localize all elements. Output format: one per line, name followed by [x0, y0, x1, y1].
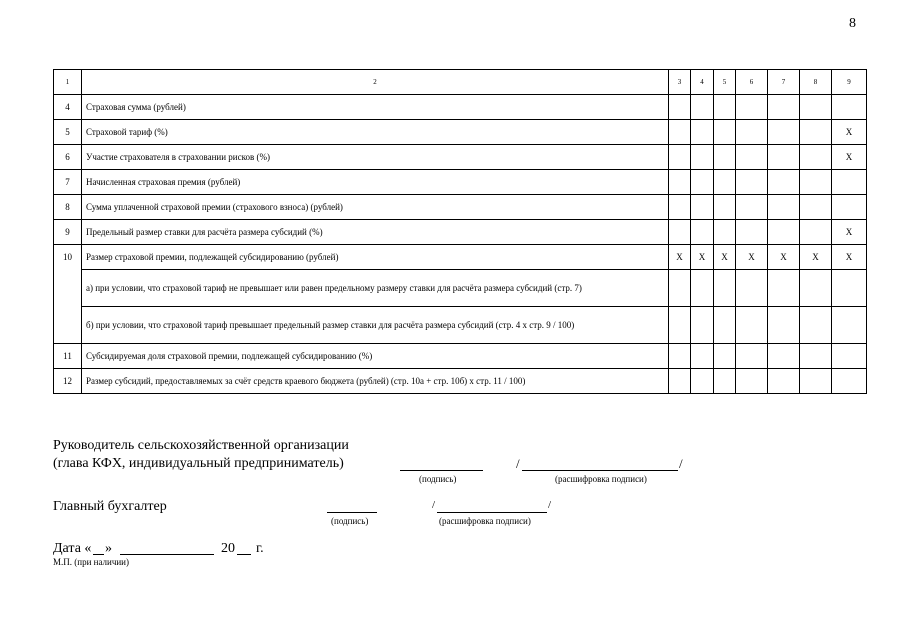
header-cell: 3 [669, 70, 691, 95]
row-number: 8 [54, 195, 82, 220]
value-cell [736, 369, 768, 394]
value-cell [768, 307, 800, 344]
value-cell [669, 95, 691, 120]
header-cell: 5 [714, 70, 736, 95]
value-cell: X [736, 245, 768, 270]
head-signature-line [400, 470, 483, 471]
value-cell [714, 344, 736, 369]
value-cell [669, 344, 691, 369]
value-cell [691, 145, 714, 170]
value-cell: X [768, 245, 800, 270]
accountant-sign-caption: (подпись) [331, 516, 369, 526]
accountant-decode-caption: (расшифровка подписи) [439, 516, 531, 526]
table-row [54, 195, 867, 220]
value-cell [669, 145, 691, 170]
value-cell [768, 95, 800, 120]
value-cell [736, 170, 768, 195]
row-label: Размер субсидий, предоставляемых за счёт средств краевого бюджета (рублей) (стр. 10а + стр. 10б) х стр. 11 / 100) [82, 369, 669, 394]
value-cell [768, 120, 800, 145]
table-row [54, 344, 867, 369]
header-cell: 9 [832, 70, 867, 95]
value-cell [691, 195, 714, 220]
value-cell [736, 120, 768, 145]
value-cell [691, 220, 714, 245]
value-cell [669, 307, 691, 344]
value-cell [714, 270, 736, 307]
value-cell [669, 170, 691, 195]
value-cell [714, 145, 736, 170]
row-label: б) при условии, что страховой тариф превышает предельный размер ставки для расчёта размера субсидий (стр. 4 х стр. 9 / 100) [82, 307, 669, 344]
value-cell [691, 270, 714, 307]
header-cell: 1 [54, 70, 82, 95]
table-row [54, 120, 867, 145]
accountant-slash-left: / [432, 499, 436, 511]
header-cell: 2 [82, 70, 669, 95]
value-cell [714, 220, 736, 245]
row-label: Начисленная страховая премия (рублей) [82, 170, 669, 195]
value-cell [736, 307, 768, 344]
value-cell: X [714, 245, 736, 270]
value-cell [714, 120, 736, 145]
table-row [54, 170, 867, 195]
value-cell [768, 270, 800, 307]
value-cell [669, 270, 691, 307]
head-title-line1: Руководитель сельскохозяйственной организации [53, 438, 349, 453]
head-slash-left: / [516, 456, 520, 471]
value-cell [768, 145, 800, 170]
value-cell [736, 270, 768, 307]
header-cell: 4 [691, 70, 714, 95]
value-cell [800, 195, 832, 220]
row-number: 5 [54, 120, 82, 145]
accountant-signature-line [327, 512, 377, 513]
value-cell [800, 95, 832, 120]
value-cell [691, 344, 714, 369]
row-label: Страховая сумма (рублей) [82, 95, 669, 120]
value-cell [669, 369, 691, 394]
value-cell [800, 369, 832, 394]
value-cell [714, 369, 736, 394]
value-cell [800, 170, 832, 195]
accountant-title: Главный бухгалтер [53, 499, 167, 514]
value-cell [768, 369, 800, 394]
row-label: Предельный размер ставки для расчёта размера субсидий (%) [82, 220, 669, 245]
value-cell [691, 95, 714, 120]
value-cell [736, 95, 768, 120]
value-cell [714, 307, 736, 344]
value-cell [832, 369, 867, 394]
value-cell [768, 220, 800, 245]
table-row [54, 245, 867, 270]
value-cell [800, 145, 832, 170]
head-title-line2: (глава КФХ, индивидуальный предприниматель) [53, 456, 344, 471]
value-cell: X [832, 220, 867, 245]
date-close: » [105, 541, 112, 556]
head-slash-right: / [679, 456, 683, 471]
row-label: Страховой тариф (%) [82, 120, 669, 145]
value-cell [768, 195, 800, 220]
row-number: 6 [54, 145, 82, 170]
date-year: 20 [221, 541, 235, 556]
value-cell [691, 170, 714, 195]
date-month-line [120, 554, 214, 555]
row-label: Сумма уплаченной страховой премии (страхового взноса) (рублей) [82, 195, 669, 220]
date-suffix: г. [256, 541, 264, 556]
head-decode-line [522, 470, 678, 471]
value-cell [800, 120, 832, 145]
value-cell [736, 220, 768, 245]
value-cell [832, 307, 867, 344]
row-number: 4 [54, 95, 82, 120]
table-row [54, 220, 867, 245]
date-year-line [237, 554, 251, 555]
header-cell: 7 [768, 70, 800, 95]
row-label: а) при условии, что страховой тариф не превышает или равен предельному размеру ставки для расчёта размера субсидий (стр. 7) [82, 270, 669, 307]
table-row [54, 95, 867, 120]
value-cell [832, 344, 867, 369]
accountant-decode-line [437, 512, 547, 513]
value-cell [832, 270, 867, 307]
page-number: 8 [849, 16, 856, 31]
row-number [54, 307, 82, 344]
value-cell: X [669, 245, 691, 270]
value-cell: X [832, 145, 867, 170]
row-label: Размер страховой премии, подлежащей субсидированию (рублей) [82, 245, 669, 270]
row-number: 10 [54, 245, 82, 270]
value-cell [736, 145, 768, 170]
table-row [54, 369, 867, 394]
row-number: 11 [54, 344, 82, 369]
value-cell [691, 369, 714, 394]
head-sign-caption: (подпись) [419, 474, 457, 484]
value-cell [669, 120, 691, 145]
value-cell [714, 170, 736, 195]
row-number [54, 270, 82, 307]
head-decode-caption: (расшифровка подписи) [555, 474, 647, 484]
value-cell [714, 195, 736, 220]
value-cell: X [691, 245, 714, 270]
row-number: 12 [54, 369, 82, 394]
value-cell [768, 344, 800, 369]
date-prefix: Дата « [53, 541, 92, 556]
report-table [53, 69, 867, 394]
stamp-note: М.П. (при наличии) [53, 557, 129, 567]
accountant-slash-right: / [548, 499, 552, 511]
date-day-line [93, 554, 104, 555]
value-cell [714, 95, 736, 120]
value-cell [736, 344, 768, 369]
value-cell [691, 307, 714, 344]
row-label: Участие страхователя в страховании рисков (%) [82, 145, 669, 170]
value-cell [800, 344, 832, 369]
value-cell: X [800, 245, 832, 270]
header-cell: 6 [736, 70, 768, 95]
row-number: 9 [54, 220, 82, 245]
value-cell [800, 307, 832, 344]
value-cell [768, 170, 800, 195]
value-cell [736, 195, 768, 220]
row-label: Субсидируемая доля страховой премии, подлежащей субсидированию (%) [82, 344, 669, 369]
header-row [54, 70, 867, 95]
table-row [54, 270, 867, 307]
value-cell [669, 195, 691, 220]
value-cell [832, 95, 867, 120]
value-cell: X [832, 245, 867, 270]
table-row [54, 307, 867, 344]
value-cell [800, 220, 832, 245]
value-cell [832, 170, 867, 195]
value-cell [832, 195, 867, 220]
value-cell: X [832, 120, 867, 145]
row-number: 7 [54, 170, 82, 195]
table-row [54, 145, 867, 170]
value-cell [669, 220, 691, 245]
value-cell [800, 270, 832, 307]
value-cell [691, 120, 714, 145]
header-cell: 8 [800, 70, 832, 95]
